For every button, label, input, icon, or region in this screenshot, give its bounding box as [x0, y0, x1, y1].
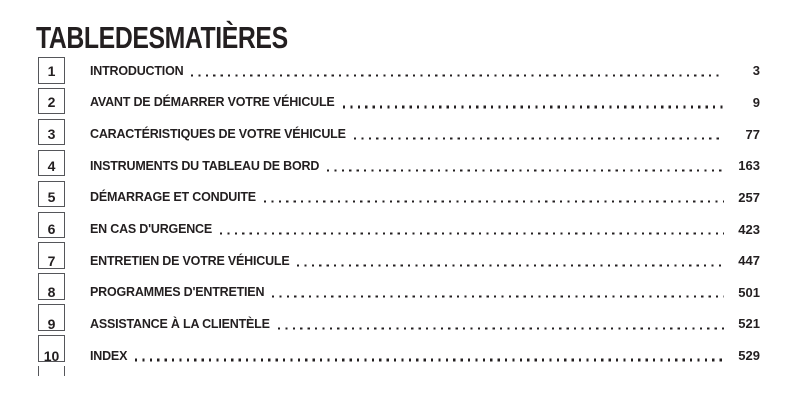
page-number: 521 — [738, 316, 760, 332]
toc-entry-6[interactable] — [0, 213, 802, 245]
chapter-title: CARACTÉRISTIQUES DE VOTRE VÉHICULE — [90, 127, 346, 142]
toc-entry-2[interactable] — [0, 87, 802, 119]
dot-leader — [191, 74, 724, 76]
chapter-number: 6 — [47, 221, 56, 238]
chapter-title: ENTRETIEN DE VOTRE VÉHICULE — [90, 253, 290, 268]
dot-leader — [354, 138, 724, 140]
chapter-number: 2 — [47, 94, 56, 111]
chapter-number: 1 — [47, 62, 56, 79]
page-number: 529 — [738, 348, 760, 364]
dot-leader — [220, 232, 724, 234]
page-number: 447 — [738, 253, 760, 269]
dot-leader — [343, 106, 724, 108]
page-number: 3 — [752, 63, 760, 79]
chapter-number: 7 — [47, 252, 56, 269]
dot-leader — [272, 296, 724, 298]
page-number: 9 — [752, 94, 760, 110]
dot-leader — [278, 327, 724, 329]
toc-entry-9[interactable] — [0, 308, 802, 340]
chapter-number: 8 — [47, 284, 56, 301]
toc-entry-5[interactable] — [0, 182, 802, 214]
chapter-title: INTRODUCTION — [90, 63, 184, 78]
chapter-title: INDEX — [90, 348, 128, 363]
toc-entry-1[interactable] — [0, 55, 802, 87]
dot-leader — [264, 201, 724, 203]
toc-entry-10[interactable] — [0, 340, 802, 372]
chapter-number: 5 — [47, 189, 56, 206]
toc-entry-4[interactable] — [0, 150, 802, 182]
chapter-number: 4 — [47, 157, 56, 174]
page-number: 257 — [738, 189, 760, 205]
chapter-title: INSTRUMENTS DU TABLEAU DE BORD — [90, 158, 320, 173]
page-number: 163 — [738, 158, 760, 174]
page-number: 423 — [738, 221, 760, 237]
chapter-title: EN CAS D'URGENCE — [90, 222, 213, 237]
toc-entry-3[interactable] — [0, 118, 802, 150]
dot-leader — [135, 359, 724, 361]
toc-page — [0, 20, 802, 419]
chapter-number: 10 — [43, 347, 60, 364]
chapter-title: DÉMARRAGE ET CONDUITE — [90, 190, 256, 205]
chapter-title: ASSISTANCE À LA CLIENTÈLE — [90, 316, 270, 331]
toc-list — [0, 55, 802, 371]
dot-leader — [297, 264, 724, 266]
toc-entry-7[interactable] — [0, 245, 802, 277]
dot-leader — [327, 169, 724, 171]
page-number: 501 — [738, 284, 760, 300]
page-number: 77 — [745, 126, 760, 142]
toc-entry-8[interactable] — [0, 276, 802, 308]
page-title: TABLEDESMATIÈRES — [36, 20, 288, 55]
chapter-number: 9 — [47, 315, 56, 332]
chapter-title: PROGRAMMES D'ENTRETIEN — [90, 285, 265, 300]
chapter-title: AVANT DE DÉMARRER VOTRE VÉHICULE — [90, 95, 335, 110]
chapter-number: 3 — [47, 126, 56, 143]
